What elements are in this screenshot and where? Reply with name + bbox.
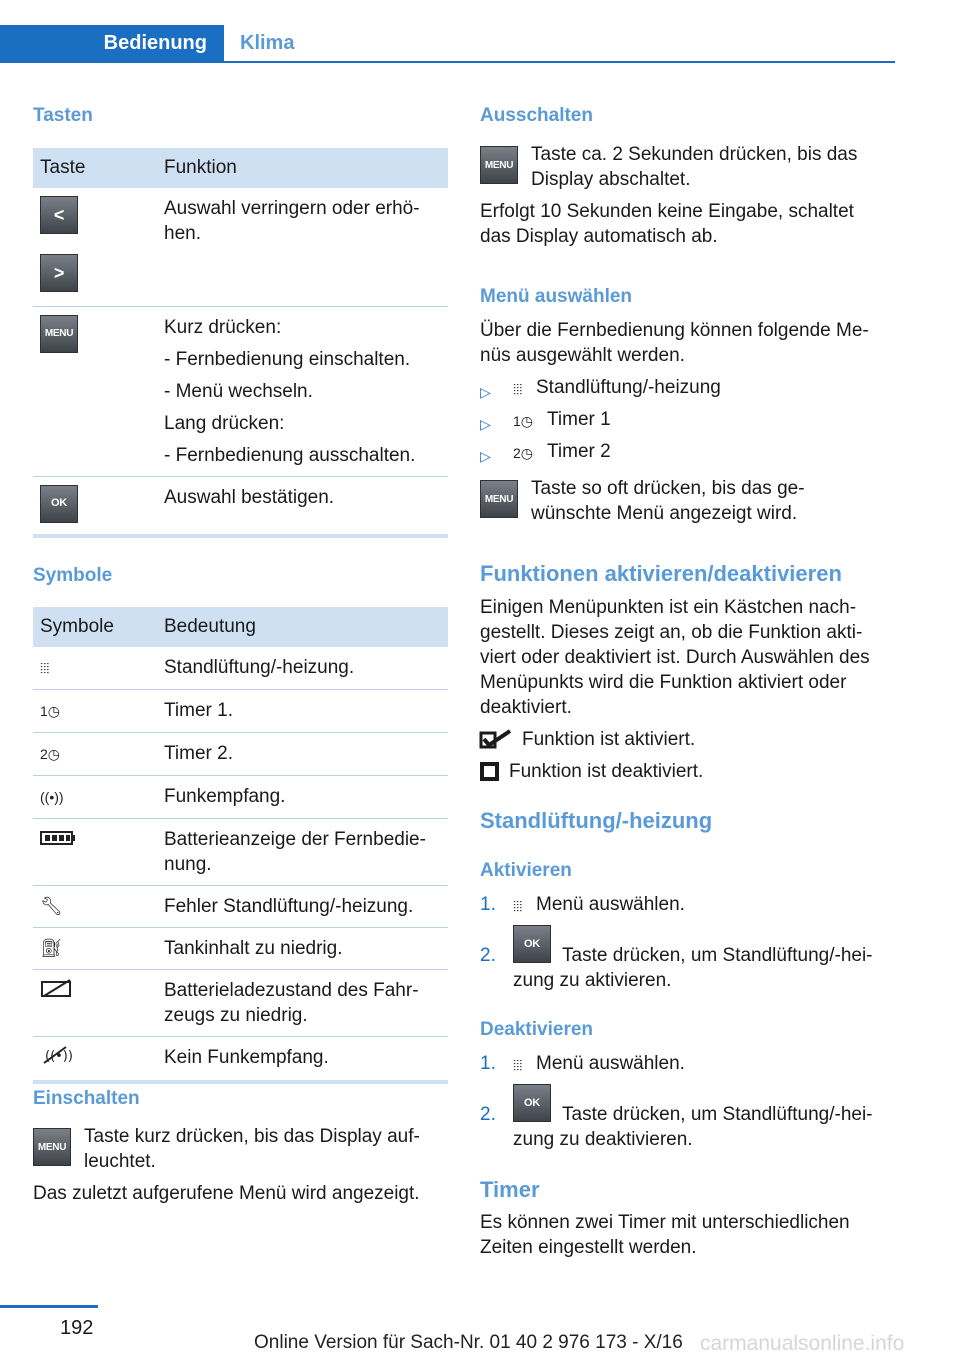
menu-key-text-line2: wünschte Menü angezeigt wird. xyxy=(531,503,798,524)
tasten-col-taste: Taste xyxy=(33,148,157,188)
heater-icon: ⦙⦙⦙ xyxy=(513,1057,523,1073)
symbole-heading: Symbole xyxy=(33,565,113,586)
table-row xyxy=(33,886,448,928)
tasten-col-funktion: Funktion xyxy=(157,148,448,188)
svg-text:((•)): ((•)) xyxy=(45,1049,73,1064)
table-row xyxy=(33,928,448,970)
table-row xyxy=(33,306,448,476)
menu-key-icon: MENU xyxy=(480,146,518,184)
tasten-row1-line2: hen. xyxy=(164,223,201,244)
aktivieren-step2-line1: Taste drücken, um Standlüftung/-hei- xyxy=(562,945,873,966)
signal-icon: ((•)) xyxy=(40,789,64,805)
tasten-row1-line1: Auswahl verringern oder erhö- xyxy=(164,198,420,219)
table-row xyxy=(33,690,448,733)
symbole-col-bedeutung: Bedeutung xyxy=(157,607,448,647)
heater-icon: ⦙⦙⦙ xyxy=(513,898,523,914)
standlueftung-heading: Standlüftung/-heizung xyxy=(480,808,713,833)
funk-line5: deaktiviert. xyxy=(480,697,572,718)
table-row xyxy=(33,476,448,536)
funk-line3: viert oder deaktiviert ist. Durch Auswählen des xyxy=(480,647,870,668)
ok-key-icon: OK xyxy=(40,485,78,523)
tasten-table xyxy=(33,148,448,538)
table-row xyxy=(33,188,448,306)
tasten-heading: Tasten xyxy=(33,105,93,126)
tasten-row3-line1: Auswahl bestätigen. xyxy=(164,486,335,508)
page-number: 192 xyxy=(60,1317,94,1339)
checked-box-icon xyxy=(480,729,512,749)
ausschalten-heading: Ausschalten xyxy=(480,105,593,126)
symbole-table xyxy=(33,607,448,1084)
right-arrow-key-icon: > xyxy=(40,254,78,292)
ausschalten-para-line2: das Display automatisch ab. xyxy=(480,226,718,247)
tasten-row2-line1: Kurz drücken: xyxy=(164,316,282,338)
table-row xyxy=(33,647,448,690)
aktivieren-step2-line2: zung zu aktivieren. xyxy=(513,970,672,991)
funktionen-heading: Funktionen aktivieren/deaktivieren xyxy=(480,561,842,586)
tasten-row2-line5: - Fernbedienung ausschalten. xyxy=(164,444,416,466)
funk-line1: Einigen Menüpunkten ist ein Kästchen nach- xyxy=(480,597,857,618)
checked-text: Funktion ist aktiviert. xyxy=(522,729,696,750)
online-version-text: Online Version für Sach-Nr. 01 40 2 976 173 - X/16 xyxy=(254,1332,683,1353)
watermark: carmanualsonline.info xyxy=(700,1332,905,1355)
einschalten-heading: Einschalten xyxy=(33,1088,140,1109)
symbol-meaning: Timer 2. xyxy=(157,733,448,776)
menu-key-icon: MENU xyxy=(33,1128,71,1166)
unchecked-text: Funktion ist deaktiviert. xyxy=(509,761,704,782)
fuel-icon: ⛽︎ xyxy=(40,938,63,958)
ausschalten-text-line2: Display abschaltet. xyxy=(531,169,691,190)
header-bar xyxy=(0,25,895,63)
funk-line2: gestellt. Dieses zeigt an, ob die Funktion akti- xyxy=(480,622,863,643)
deaktivieren-step2-line2: zung zu deaktivieren. xyxy=(513,1129,693,1150)
einschalten-paragraph: Das zuletzt aufgerufene Menü wird angezeigt. xyxy=(33,1183,420,1204)
table-row xyxy=(33,733,448,776)
ok-key-icon: OK xyxy=(513,1084,551,1122)
timer-heading: Timer xyxy=(480,1177,540,1202)
symbol-meaning-line2: zeugs zu niedrig. xyxy=(164,1005,308,1026)
menu-auswaehlen-heading: Menü auswählen xyxy=(480,286,633,307)
timer1-icon: 1◷ xyxy=(513,413,534,429)
wrench-icon: 🔧︎ xyxy=(40,896,63,916)
tab-bedienung[interactable]: Bedienung xyxy=(0,25,224,62)
timer1-icon: 1◷ xyxy=(40,703,61,719)
heater-icon: ⦙⦙⦙ xyxy=(40,660,50,676)
car-battery-icon xyxy=(40,978,74,998)
tasten-row2-line3: - Menü wechseln. xyxy=(164,380,313,402)
heater-icon: ⦙⦙⦙ xyxy=(513,381,523,397)
einschalten-text-line1: Taste kurz drücken, bis das Display auf- xyxy=(84,1126,420,1147)
menu-key-icon: MENU xyxy=(40,315,78,353)
menu-key-text-line1: Taste so oft drücken, bis das ge- xyxy=(531,478,805,499)
symbol-meaning: Kein Funkempfang. xyxy=(157,1037,448,1083)
table-row xyxy=(33,970,448,1037)
table-row xyxy=(33,819,448,886)
ausschalten-text-line1: Taste ca. 2 Sekunden drücken, bis das xyxy=(531,144,858,165)
table-row xyxy=(33,1037,448,1083)
symbol-meaning: Tankinhalt zu niedrig. xyxy=(157,928,448,970)
timer2-icon: 2◷ xyxy=(40,746,61,762)
tab-klima[interactable]: Klima xyxy=(240,32,295,54)
aktivieren-heading: Aktivieren xyxy=(480,860,572,881)
unchecked-box-icon xyxy=(480,762,500,782)
symbol-meaning: Funkempfang. xyxy=(157,776,448,819)
tasten-row2-line2: - Fernbedienung einschalten. xyxy=(164,348,411,370)
deaktivieren-heading: Deaktivieren xyxy=(480,1019,594,1040)
no-signal-icon xyxy=(40,1045,73,1065)
timer-para-line2: Zeiten eingestellt werden. xyxy=(480,1237,697,1258)
symbol-meaning-line1: Batterieladezustand des Fahr- xyxy=(164,980,419,1001)
ausschalten-para-line1: Erfolgt 10 Sekunden keine Eingabe, schaltet xyxy=(480,201,854,222)
left-arrow-key-icon: < xyxy=(40,196,78,234)
symbole-col-symbole: Symbole xyxy=(33,607,157,647)
footer-rule xyxy=(0,1305,98,1308)
tasten-row2-line4: Lang drücken: xyxy=(164,412,285,434)
ok-key-icon: OK xyxy=(513,925,551,963)
timer2-icon: 2◷ xyxy=(513,445,534,461)
table-row xyxy=(33,776,448,819)
funk-line4: Menüpunkts wird die Funktion aktiviert oder xyxy=(480,672,847,693)
symbol-meaning: Standlüftung/-heizung. xyxy=(157,647,448,690)
symbol-meaning-line2: nung. xyxy=(164,854,212,875)
menu-para-line2: nüs ausgewählt werden. xyxy=(480,345,685,366)
battery-icon xyxy=(40,831,76,845)
timer-para-line1: Es können zwei Timer mit unterschiedlichen xyxy=(480,1212,850,1233)
symbol-meaning: Timer 1. xyxy=(157,690,448,733)
einschalten-text-line2: leuchtet. xyxy=(84,1151,156,1172)
menu-key-icon: MENU xyxy=(480,480,518,518)
menu-para-line1: Über die Fernbedienung können folgende Me- xyxy=(480,320,869,341)
symbol-meaning: Fehler Standlüftung/-heizung. xyxy=(157,886,448,928)
symbol-meaning-line1: Batterieanzeige der Fernbedie- xyxy=(164,829,426,850)
deaktivieren-step2-line1: Taste drücken, um Standlüftung/-hei- xyxy=(562,1104,873,1125)
